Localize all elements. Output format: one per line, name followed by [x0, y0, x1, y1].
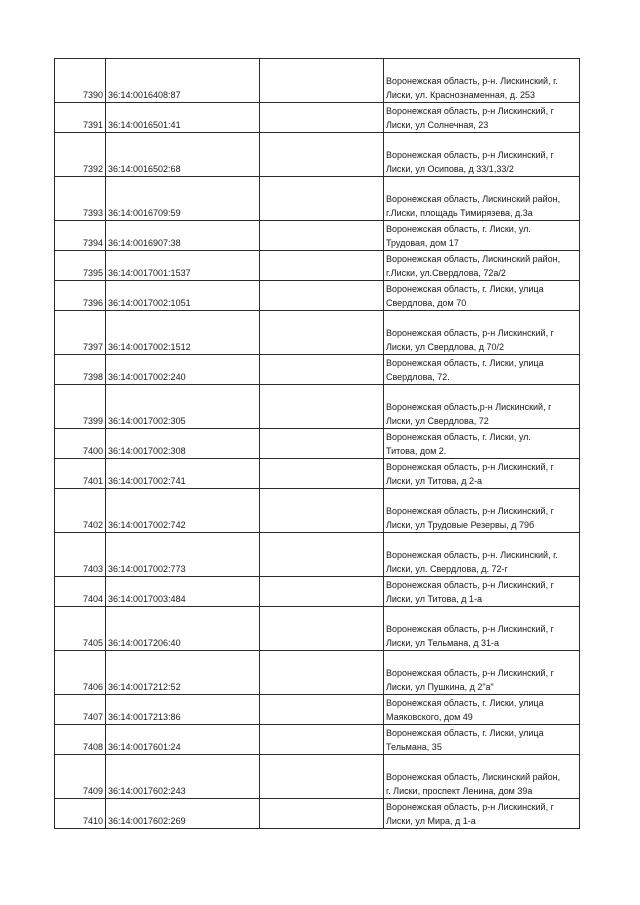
empty-cell — [260, 799, 384, 829]
empty-cell — [260, 133, 384, 177]
table-row — [55, 755, 580, 799]
cadastral-number: 36:14:0017206:40 — [106, 607, 260, 651]
table-row — [55, 133, 580, 177]
address-cell: Воронежская область, г. Лиски, ул. Титова, дом 2. — [384, 429, 580, 459]
row-number: 7398 — [55, 355, 106, 385]
row-number: 7396 — [55, 281, 106, 311]
address-cell: Воронежская область, р-н Лискинский, г Лиски, ул Солнечная, 23 — [384, 103, 580, 133]
row-number: 7410 — [55, 799, 106, 829]
cadastral-number: 36:14:0016907:38 — [106, 221, 260, 251]
address-cell: Воронежская область, г. Лиски, улица Маяковского, дом 49 — [384, 695, 580, 725]
row-number: 7395 — [55, 251, 106, 281]
table-row — [55, 103, 580, 133]
cadastral-number: 36:14:0017602:269 — [106, 799, 260, 829]
address-cell: Воронежская область, Лискинский район, г. Лиски, проспект Ленина, дом 39а — [384, 755, 580, 799]
table-row — [55, 725, 580, 755]
empty-cell — [260, 695, 384, 725]
row-number: 7408 — [55, 725, 106, 755]
table-body — [55, 59, 580, 829]
table-row — [55, 607, 580, 651]
empty-cell — [260, 651, 384, 695]
cadastral-number: 36:14:0016501:41 — [106, 103, 260, 133]
row-number: 7406 — [55, 651, 106, 695]
cadastral-number: 36:14:0017212:52 — [106, 651, 260, 695]
row-number: 7401 — [55, 459, 106, 489]
address-cell: Воронежская область, г. Лиски, улица Свердлова, дом 70 — [384, 281, 580, 311]
empty-cell — [260, 221, 384, 251]
row-number: 7400 — [55, 429, 106, 459]
table-row — [55, 385, 580, 429]
address-cell: Воронежская область, Лискинский район, г.Лиски, ул.Свердлова, 72а/2 — [384, 251, 580, 281]
cadastral-number: 36:14:0017002:741 — [106, 459, 260, 489]
table-row — [55, 799, 580, 829]
row-number: 7403 — [55, 533, 106, 577]
address-cell: Воронежская область, р-н Лискинский, г Лиски, ул Трудовые Резервы, д 79б — [384, 489, 580, 533]
empty-cell — [260, 577, 384, 607]
row-number: 7394 — [55, 221, 106, 251]
empty-cell — [260, 533, 384, 577]
cadastral-number: 36:14:0017002:240 — [106, 355, 260, 385]
cadastral-number: 36:14:0016502:68 — [106, 133, 260, 177]
empty-cell — [260, 607, 384, 651]
cadastral-number: 36:14:0016709:59 — [106, 177, 260, 221]
empty-cell — [260, 311, 384, 355]
row-number: 7393 — [55, 177, 106, 221]
address-cell: Воронежская область, р-н Лискинский, г Лиски, ул Титова, д 1-а — [384, 577, 580, 607]
table-row — [55, 59, 580, 103]
table-row — [55, 651, 580, 695]
address-cell: Воронежская область, р-н Лискинский, г Лиски, ул Пушкина, д 2"а" — [384, 651, 580, 695]
empty-cell — [260, 725, 384, 755]
table-row — [55, 311, 580, 355]
empty-cell — [260, 59, 384, 103]
empty-cell — [260, 281, 384, 311]
address-cell: Воронежская область,р-н Лискинский, г Лиски, ул Свердлова, 72 — [384, 385, 580, 429]
cadastral-number: 36:14:0017002:1512 — [106, 311, 260, 355]
address-cell: Воронежская область, р-н Лискинский, г Лиски, ул Титова, д 2-а — [384, 459, 580, 489]
cadastral-number: 36:14:0017002:1051 — [106, 281, 260, 311]
cadastral-number: 36:14:0017002:773 — [106, 533, 260, 577]
row-number: 7404 — [55, 577, 106, 607]
table-row — [55, 577, 580, 607]
row-number: 7397 — [55, 311, 106, 355]
empty-cell — [260, 755, 384, 799]
table-row — [55, 251, 580, 281]
row-number: 7407 — [55, 695, 106, 725]
row-number: 7402 — [55, 489, 106, 533]
cadastral-number: 36:14:0017002:305 — [106, 385, 260, 429]
address-cell: Воронежская область, р-н. Лискинский, г. Лиски, ул. Краснознаменная, д. 253 — [384, 59, 580, 103]
row-number: 7399 — [55, 385, 106, 429]
table-row — [55, 489, 580, 533]
cadastral-number: 36:14:0017003:484 — [106, 577, 260, 607]
table-row — [55, 695, 580, 725]
cadastral-table — [54, 58, 580, 829]
address-cell: Воронежская область, р-н Лискинский, г Лиски, ул Свердлова, д 70/2 — [384, 311, 580, 355]
empty-cell — [260, 489, 384, 533]
table-row — [55, 281, 580, 311]
empty-cell — [260, 251, 384, 281]
address-cell: Воронежская область, г. Лиски, улица Тельмана, 35 — [384, 725, 580, 755]
address-cell: Воронежская область, р-н. Лискинский, г. Лиски, ул. Свердлова, д. 72-г — [384, 533, 580, 577]
cadastral-number: 36:14:0017602:243 — [106, 755, 260, 799]
cadastral-number: 36:14:0017002:742 — [106, 489, 260, 533]
table-row — [55, 459, 580, 489]
empty-cell — [260, 459, 384, 489]
empty-cell — [260, 177, 384, 221]
cadastral-number: 36:14:0017601:24 — [106, 725, 260, 755]
address-cell: Воронежская область, Лискинский район, г.Лиски, площадь Тимирязева, д.3а — [384, 177, 580, 221]
table-row — [55, 429, 580, 459]
address-cell: Воронежская область, р-н Лискинский, г Лиски, ул Тельмана, д 31-а — [384, 607, 580, 651]
row-number: 7392 — [55, 133, 106, 177]
empty-cell — [260, 385, 384, 429]
cadastral-number: 36:14:0016408:87 — [106, 59, 260, 103]
cadastral-number: 36:14:0017002:308 — [106, 429, 260, 459]
row-number: 7405 — [55, 607, 106, 651]
cadastral-number: 36:14:0017001:1537 — [106, 251, 260, 281]
empty-cell — [260, 429, 384, 459]
table-row — [55, 177, 580, 221]
cadastral-number: 36:14:0017213:86 — [106, 695, 260, 725]
table-row — [55, 533, 580, 577]
address-cell: Воронежская область, р-н Лискинский, г Лиски, ул Мира, д 1-а — [384, 799, 580, 829]
address-cell: Воронежская область, р-н Лискинский, г Лиски, ул Осипова, д 33/1,33/2 — [384, 133, 580, 177]
row-number: 7390 — [55, 59, 106, 103]
address-cell: Воронежская область, г. Лиски, улица Свердлова, 72. — [384, 355, 580, 385]
empty-cell — [260, 103, 384, 133]
table-row — [55, 221, 580, 251]
empty-cell — [260, 355, 384, 385]
row-number: 7391 — [55, 103, 106, 133]
address-cell: Воронежская область, г. Лиски, ул. Трудовая, дом 17 — [384, 221, 580, 251]
table-row — [55, 355, 580, 385]
row-number: 7409 — [55, 755, 106, 799]
